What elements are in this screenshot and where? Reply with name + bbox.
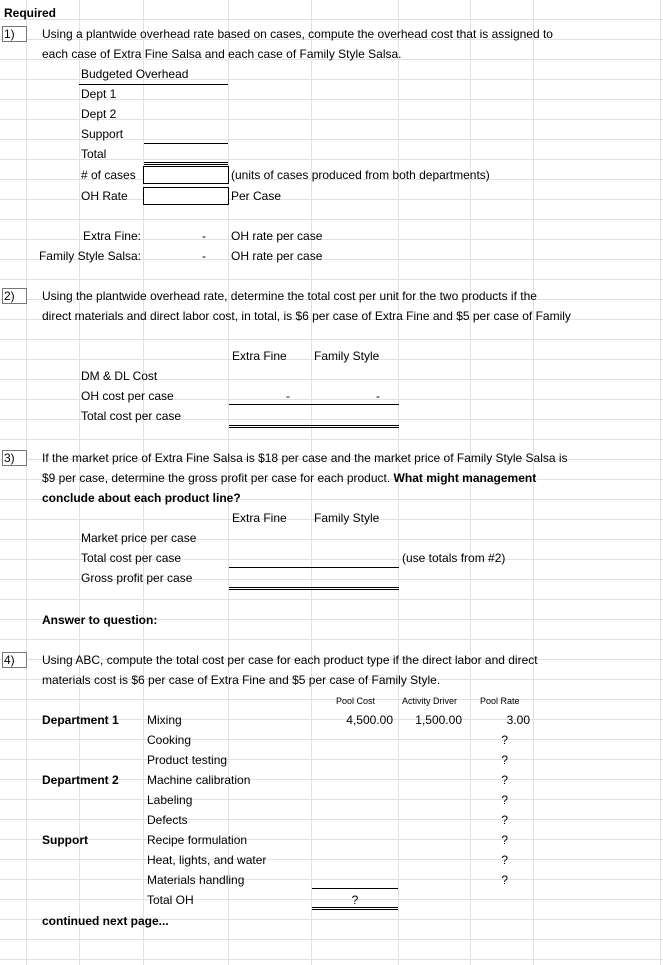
total-cost-double-underline (229, 425, 399, 428)
q4-text-line1: Using ABC, compute the total cost per case for each product type if the direct labor and direct (42, 653, 538, 667)
oh-rate-input[interactable] (143, 187, 229, 205)
q4-text-line2: materials cost is $6 per case of Extra Fine and $5 per case of Family Style. (42, 673, 441, 687)
dept2-label: Dept 2 (81, 107, 117, 121)
grid-col-line (26, 0, 27, 965)
answer-to-question-label: Answer to question: (42, 613, 158, 627)
support-value-underline[interactable] (144, 143, 228, 144)
support-label: Support (81, 127, 124, 141)
question-number-1: 1) (2, 26, 27, 42)
question-number-3: 3) (2, 450, 27, 466)
activity-pool-rate[interactable]: ? (501, 853, 508, 867)
department-2-label: Department 2 (42, 773, 119, 787)
activity-name: Materials handling (147, 873, 245, 887)
dept1-label: Dept 1 (81, 87, 117, 101)
oh-cost-underline (229, 404, 399, 405)
use-totals-note: (use totals from #2) (402, 551, 506, 565)
grid-col-line (660, 0, 661, 965)
activity-name: Cooking (147, 733, 192, 747)
total-oh-underline (312, 888, 398, 889)
q2-text-line2: direct materials and direct labor cost, in total, is $6 per case of Extra Fine and $5 per case of Family (42, 309, 571, 323)
budgeted-overhead-underline (79, 84, 228, 85)
cases-note: (units of cases produced from both departments) (231, 168, 490, 182)
activity-pool-rate[interactable]: ? (501, 753, 508, 767)
question-number-4: 4) (2, 652, 27, 668)
total-oh-double-underline (312, 907, 398, 910)
activity-pool-rate[interactable]: ? (501, 873, 508, 887)
extra-fine-oh-note: OH rate per case (231, 229, 323, 243)
total-double-underline[interactable] (144, 162, 228, 165)
num-cases-label: # of cases (81, 168, 136, 182)
activity-pool-cost[interactable]: 4,500.00 (346, 713, 393, 727)
family-style-oh-value[interactable]: - (202, 249, 206, 263)
total-cost-per-case-label: Total cost per case (81, 409, 182, 423)
required-heading: Required (4, 6, 57, 20)
activity-name: Labeling (147, 793, 193, 807)
oh-cost-per-case-label: OH cost per case (81, 389, 174, 403)
activity-name: Defects (147, 813, 188, 827)
activity-name: Heat, lights, and water (147, 853, 267, 867)
family-style-label: Family Style Salsa: (38, 249, 141, 263)
department-1-label: Department 1 (42, 713, 119, 727)
gross-profit-label: Gross profit per case (81, 571, 193, 585)
extra-fine-label: Extra Fine: (82, 229, 141, 243)
activity-name: Machine calibration (147, 773, 251, 787)
activity-pool-rate[interactable]: 3.00 (506, 713, 530, 727)
q3-text-line2-plain: $9 per case, determine the gross profit per case for each product. (42, 471, 391, 485)
family-style-oh-note: OH rate per case (231, 249, 323, 263)
total-oh-label: Total OH (147, 893, 194, 907)
q3-text-line3: conclude about each product line? (42, 491, 241, 505)
market-price-label: Market price per case (81, 531, 197, 545)
col-pool-rate: Pool Rate (480, 696, 520, 706)
oh-rate-label: OH Rate (81, 189, 128, 203)
q2-col-family-style: Family Style (314, 349, 380, 363)
q3-text-line2-bold: What might management (393, 471, 537, 485)
q3-total-cost-underline (229, 567, 399, 568)
activity-name: Recipe formulation (147, 833, 248, 847)
activity-pool-rate[interactable]: ? (501, 813, 508, 827)
extra-fine-oh-value[interactable]: - (202, 229, 206, 243)
support-group-label: Support (42, 833, 88, 847)
oh-cost-extra-fine-value[interactable]: - (286, 389, 290, 403)
total-label: Total (81, 147, 107, 161)
activity-driver-value[interactable]: 1,500.00 (415, 713, 462, 727)
activity-pool-rate[interactable]: ? (501, 773, 508, 787)
q1-text-line1: Using a plantwide overhead rate based on cases, compute the overhead cost that is assigned to (42, 27, 553, 41)
col-activity-driver: Activity Driver (402, 696, 458, 706)
col-pool-cost: Pool Cost (336, 696, 376, 706)
q3-text-line1: If the market price of Extra Fine Salsa is $18 per case and the market price of Family Style Salsa is (42, 451, 568, 465)
activity-pool-rate[interactable]: ? (501, 733, 508, 747)
question-number-2: 2) (2, 288, 27, 304)
q2-col-extra-fine: Extra Fine (232, 349, 287, 363)
q3-text-line2 (42, 471, 536, 486)
activity-name: Product testing (147, 753, 228, 767)
q2-text-line1: Using the plantwide overhead rate, determine the total cost per unit for the two products if the (42, 289, 537, 303)
q3-col-family-style: Family Style (314, 511, 380, 525)
budgeted-overhead-label: Budgeted Overhead (81, 67, 189, 81)
num-cases-input[interactable] (143, 166, 229, 184)
q3-total-cost-label: Total cost per case (81, 551, 182, 565)
activity-pool-rate[interactable]: ? (501, 833, 508, 847)
total-oh-value[interactable]: ? (351, 893, 359, 907)
activity-name: Mixing (147, 713, 182, 727)
activity-pool-rate[interactable]: ? (501, 793, 508, 807)
oh-cost-family-style-value[interactable]: - (376, 389, 380, 403)
q1-text-line2: each case of Extra Fine Salsa and each case of Family Style Salsa. (42, 47, 402, 61)
dm-dl-cost-label: DM & DL Cost (81, 369, 158, 383)
continued-next-page: continued next page... (42, 914, 169, 928)
per-case-label: Per Case (231, 189, 282, 203)
gross-profit-double-underline (229, 587, 399, 590)
q3-col-extra-fine: Extra Fine (232, 511, 287, 525)
